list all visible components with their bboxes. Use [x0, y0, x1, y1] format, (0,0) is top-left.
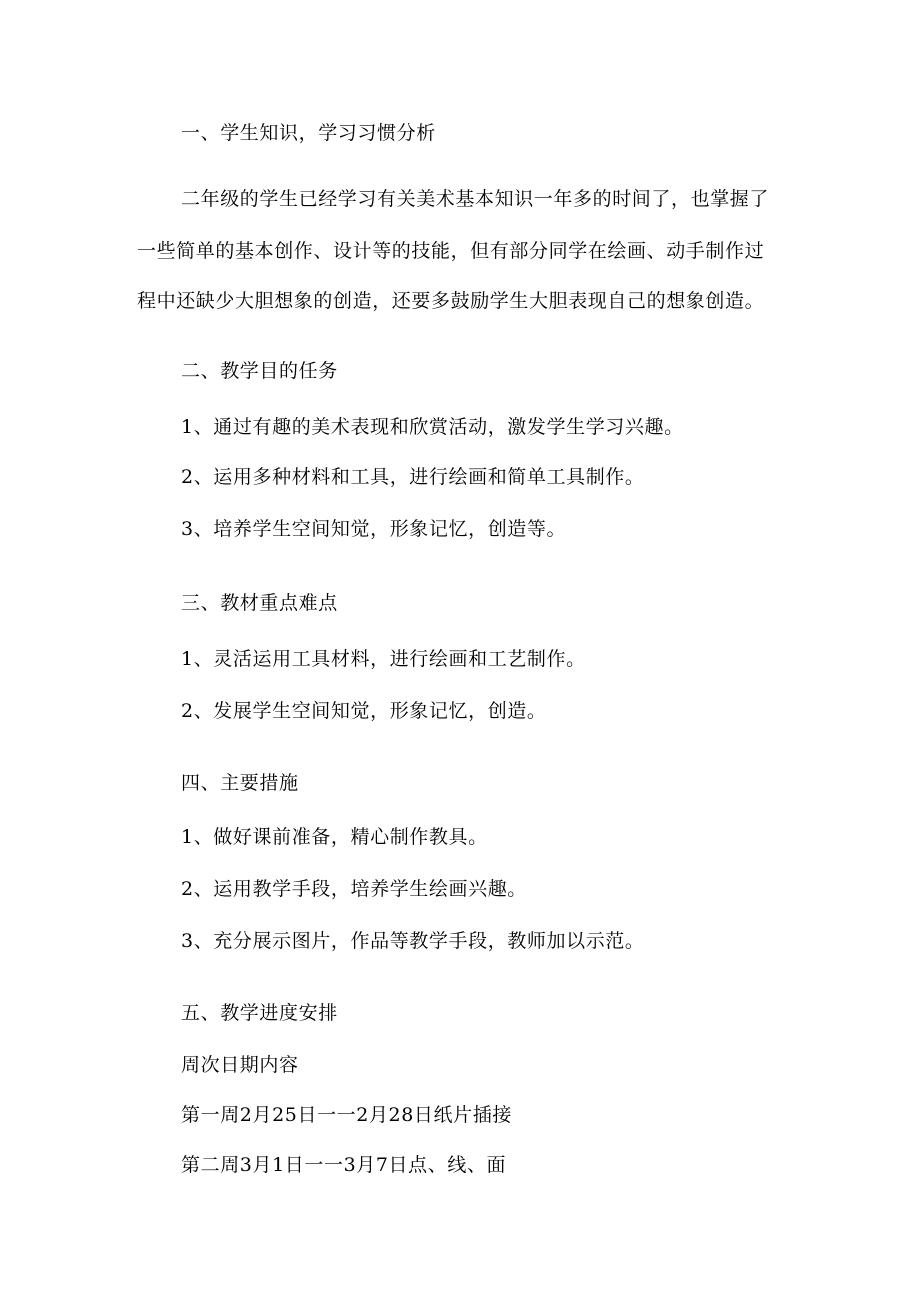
paragraph-line: 二年级的学生已经学习有关美术基本知识一年多的时间了，也掌握了: [181, 188, 770, 210]
section-heading-5: 五、教学进度安排: [181, 1002, 338, 1024]
schedule-row: 第一周2月25日一一2月28日纸片插接: [181, 1104, 512, 1126]
schedule-header: 周次日期内容: [181, 1054, 299, 1076]
list-item: 2、运用多种材料和工具，进行绘画和简单工具制作。: [181, 466, 645, 488]
list-item: 2、运用教学手段，培养学生绘画兴趣。: [181, 878, 527, 900]
section-heading-4: 四、主要措施: [181, 772, 299, 794]
section-heading-1: 一、学生知识，学习习惯分析: [181, 122, 436, 144]
schedule-row: 第二周3月1日一一3月7日点、线、面: [181, 1154, 507, 1176]
section-heading-3: 三、教材重点难点: [181, 592, 338, 614]
paragraph-line: 程中还缺少大胆想象的创造，还要多鼓励学生大胆表现自己的想象创造。: [137, 290, 765, 312]
section-heading-2: 二、教学目的任务: [181, 360, 338, 382]
list-item: 1、灵活运用工具材料，进行绘画和工艺制作。: [181, 648, 586, 670]
list-item: 3、培养学生空间知觉，形象记忆，创造等。: [181, 518, 567, 540]
list-item: 1、做好课前准备，精心制作教具。: [181, 826, 488, 848]
list-item: 2、发展学生空间知觉，形象记忆，创造。: [181, 700, 547, 722]
list-item: 3、充分展示图片，作品等教学手段，教师加以示范。: [181, 930, 645, 952]
paragraph-line: 一些简单的基本创作、设计等的技能，但有部分同学在绘画、动手制作过: [137, 240, 765, 262]
list-item: 1、通过有趣的美术表现和欣赏活动，激发学生学习兴趣。: [181, 416, 684, 438]
